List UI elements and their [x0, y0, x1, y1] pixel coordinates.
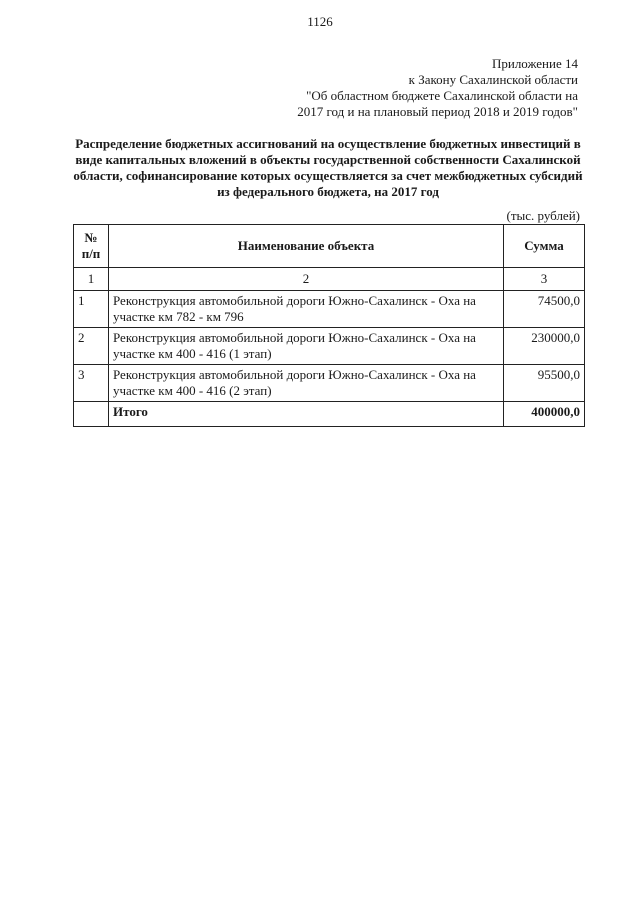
table-row [74, 291, 585, 328]
total-label: Итого [109, 402, 504, 427]
total-row [74, 402, 585, 427]
row-number: 3 [74, 365, 109, 402]
column-index: 2 [109, 268, 504, 291]
document-title [70, 136, 586, 200]
row-sum: 74500,0 [504, 291, 585, 328]
header-sum: Сумма [504, 225, 585, 268]
total-empty-cell [74, 402, 109, 427]
object-name [109, 291, 504, 328]
page-number: 1126 [307, 14, 333, 29]
header-num-line2: п/п [81, 246, 101, 261]
row-sum: 95500,0 [504, 365, 585, 402]
column-index: 3 [504, 268, 585, 291]
table-row [74, 328, 585, 365]
object-name [109, 365, 504, 402]
budget-table [73, 224, 585, 427]
table-row [74, 365, 585, 402]
header-name: Наименование объекта [109, 225, 504, 268]
appendix-line: "Об областном бюджете Сахалинской области на [306, 88, 578, 103]
appendix-header [297, 56, 578, 120]
header-num-line1: № [84, 230, 98, 245]
appendix-line: Приложение 14 [491, 56, 578, 71]
title-line: Распределение бюджетных ассигнований на осуществление бюджетных инвестиций в [75, 136, 581, 151]
appendix-line: 2017 год и на плановый период 2018 и 2019 годов" [297, 104, 578, 119]
title-line: из федерального бюджета, на 2017 год [217, 184, 439, 199]
column-index: 1 [74, 268, 109, 291]
object-name-line: Реконструкция автомобильной дороги Южно-Сахалинск - Оха на [113, 293, 476, 308]
row-number: 1 [74, 291, 109, 328]
object-name [109, 328, 504, 365]
object-name-line: участке км 400 - 416 (2 этап) [113, 383, 272, 398]
title-line: виде капитальных вложений в объекты государственной собственности Сахалинской [75, 152, 581, 167]
object-name-line: участке км 782 - км 796 [113, 309, 244, 324]
total-sum: 400000,0 [504, 402, 585, 427]
title-line: области, софинансирование которых осуществляется за счет межбюджетных субсидий [73, 168, 583, 183]
column-index-row [74, 268, 585, 291]
object-name-line: Реконструкция автомобильной дороги Южно-Сахалинск - Оха на [113, 367, 476, 382]
object-name-line: участке км 400 - 416 (1 этап) [113, 346, 272, 361]
appendix-line: к Закону Сахалинской области [408, 72, 578, 87]
row-number: 2 [74, 328, 109, 365]
units-label: (тыс. рублей) [506, 208, 580, 223]
object-name-line: Реконструкция автомобильной дороги Южно-Сахалинск - Оха на [113, 330, 476, 345]
header-num [74, 225, 109, 268]
table-header-row [74, 225, 585, 268]
row-sum: 230000,0 [504, 328, 585, 365]
